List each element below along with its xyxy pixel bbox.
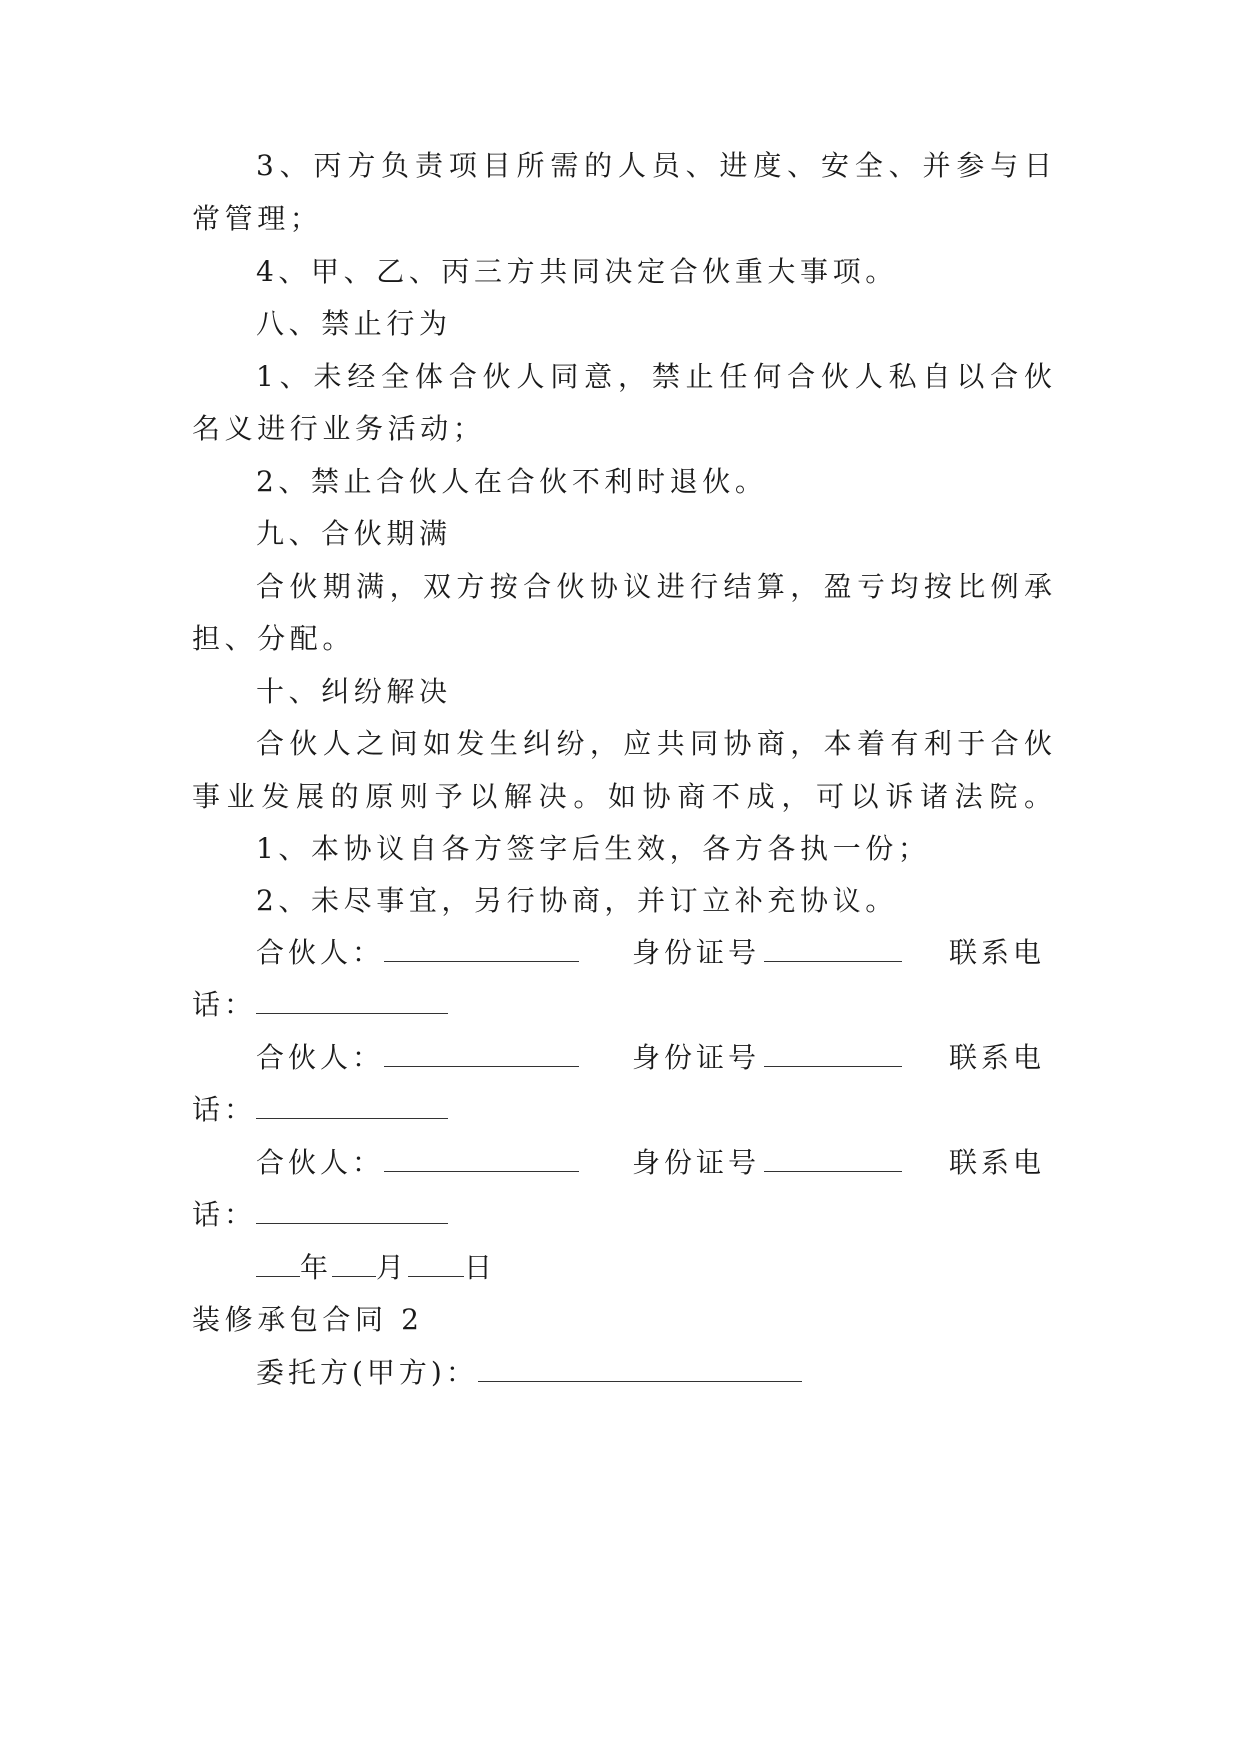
month-label: 月 (376, 1251, 409, 1284)
signature-row (256, 1143, 1052, 1183)
phone-label-part-2: 话： (192, 988, 257, 1021)
signature-phone-row (192, 1195, 448, 1235)
final-clause-2: 2、未尽事宜，另行协商，并订立补充协议。 (256, 884, 898, 917)
client-blank[interactable] (478, 1356, 802, 1389)
partner-name-blank[interactable] (384, 1143, 579, 1183)
phone-label-part-1: 联系电 (949, 1041, 1046, 1074)
phone-label-part-1: 联系电 (949, 1146, 1046, 1179)
section-title: 装修承包合同 2 (192, 1303, 424, 1336)
client-row (256, 1353, 802, 1393)
phone-blank[interactable] (256, 1198, 448, 1231)
phone-label-part-2: 话： (192, 1093, 257, 1126)
id-label: 身份证号 (632, 936, 761, 969)
signature-row (256, 933, 1052, 973)
prohibit-1-line-2: 名义进行业务活动； (192, 412, 486, 445)
phone-label-part-1: 联系电 (949, 936, 1046, 969)
id-label: 身份证号 (632, 1146, 761, 1179)
prohibit-2: 2、禁止合伙人在合伙不利时退伙。 (256, 465, 768, 498)
partner-name-blank[interactable] (384, 933, 579, 973)
heading-dispute-resolution: 十、纠纷解决 (256, 675, 452, 708)
clause-3-line-1: 3、丙方负责项目所需的人员、进度、安全、并参与日 (256, 149, 1052, 182)
heading-prohibited-acts: 八、禁止行为 (256, 307, 452, 340)
partner-label: 合伙人： (256, 1146, 385, 1179)
year-label: 年 (300, 1251, 333, 1284)
heading-term-expiry: 九、合伙期满 (256, 517, 452, 550)
partner-label: 合伙人： (256, 1041, 385, 1074)
client-label: 委托方(甲方)： (256, 1356, 478, 1389)
day-label: 日 (464, 1251, 497, 1284)
signature-phone-row (192, 985, 448, 1025)
id-label: 身份证号 (632, 1041, 761, 1074)
final-clause-1: 1、本协议自各方签字后生效，各方各执一份； (256, 832, 931, 865)
id-number-blank[interactable] (764, 1038, 902, 1078)
dispute-line-1: 合伙人之间如发生纠纷，应共同协商，本着有利于合伙 (256, 727, 1052, 760)
id-number-blank[interactable] (764, 933, 902, 973)
year-blank[interactable] (256, 1251, 300, 1284)
expiry-line-1: 合伙期满，双方按合伙协议进行结算，盈亏均按比例承 (256, 570, 1052, 603)
dispute-line-2: 事业发展的原则予以解决。如协商不成，可以诉诸法院。 (192, 780, 1052, 813)
phone-label-part-2: 话： (192, 1198, 257, 1231)
clause-3-line-2: 常管理； (192, 202, 323, 235)
id-number-blank[interactable] (764, 1143, 902, 1183)
phone-blank[interactable] (256, 988, 448, 1021)
day-blank[interactable] (408, 1251, 464, 1284)
partner-label: 合伙人： (256, 936, 385, 969)
date-line (256, 1248, 496, 1288)
expiry-line-2: 担、分配。 (192, 622, 356, 655)
clause-4: 4、甲、乙、丙三方共同决定合伙重大事项。 (256, 255, 898, 288)
partner-name-blank[interactable] (384, 1038, 579, 1078)
month-blank[interactable] (332, 1251, 376, 1284)
signature-row (256, 1038, 1052, 1078)
phone-blank[interactable] (256, 1093, 448, 1126)
signature-phone-row (192, 1090, 448, 1130)
prohibit-1-line-1: 1、未经全体合伙人同意，禁止任何合伙人私自以合伙 (256, 360, 1052, 393)
